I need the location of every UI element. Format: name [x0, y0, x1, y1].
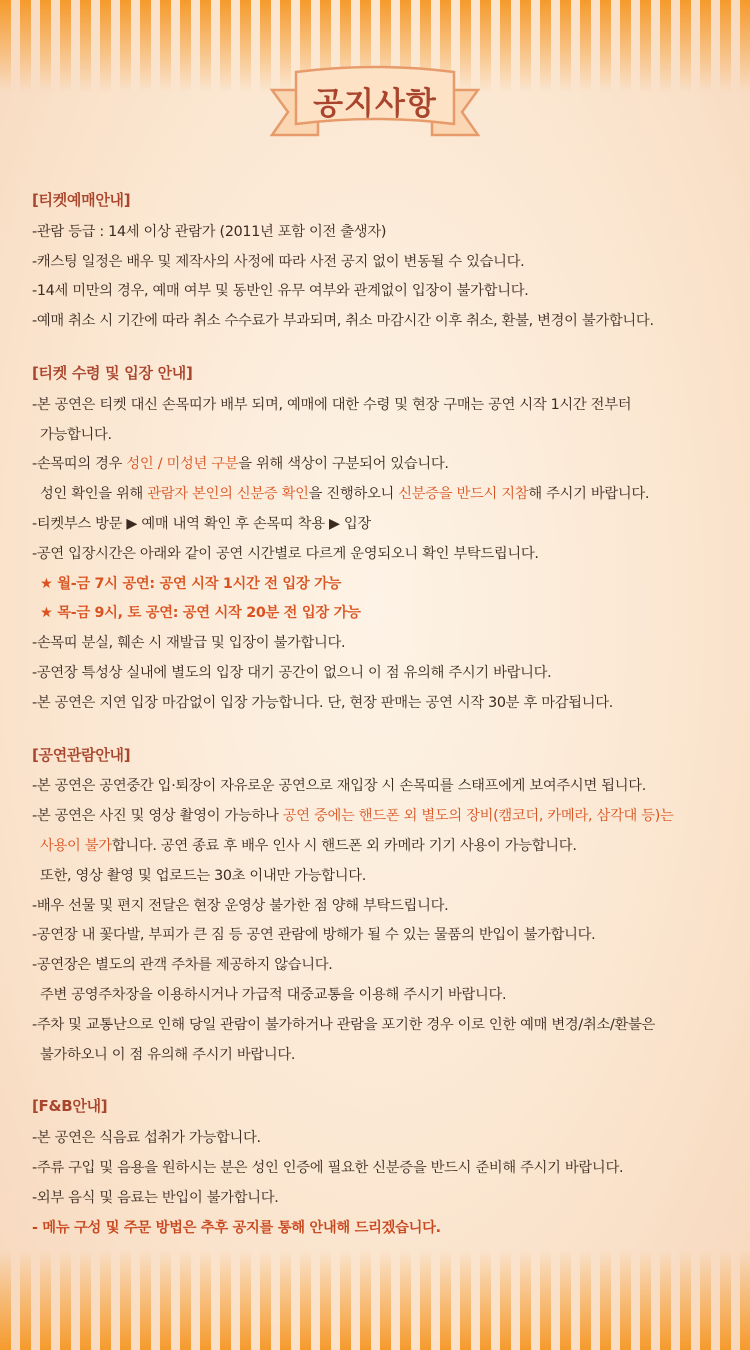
- notice-line: 불가하오니 이 점 유의해 주시기 바랍니다.: [40, 1046, 296, 1063]
- highlight-text: 성인 / 미성년 구분: [126, 456, 239, 473]
- notice-line: [32, 450, 722, 480]
- notice-section: [32, 359, 722, 719]
- line-text: 성인 확인을 위해: [40, 486, 148, 503]
- notice-line: -공연장 특성상 실내에 별도의 입장 대기 공간이 없으니 이 점 유의해 주시기 바랍니다.: [32, 664, 552, 681]
- notice-line: ★ 목-금 9시, 토 공연: 공연 시작 20분 전 입장 가능: [40, 605, 361, 622]
- notice-line: -14세 미만의 경우, 예매 여부 및 동반인 유무 여부와 관계없이 입장이 불가합니다.: [32, 283, 529, 300]
- notice-line: -공연장은 별도의 관객 주차를 제공하지 않습니다.: [32, 957, 333, 974]
- highlight-text: 신분증을 반드시 지참: [398, 486, 529, 503]
- notice-line: [32, 802, 722, 832]
- section-title: [티켓예매안내]: [32, 191, 131, 209]
- notice-line: -공연장 내 꽃다발, 부피가 큰 짐 등 공연 관람에 방해가 될 수 있는 물품의 반입이 불가합니다.: [32, 927, 596, 944]
- notice-line: -관람 등급 : 14세 이상 관람가 (2011년 포함 이전 출생자): [32, 223, 387, 240]
- line-text: 을 위해 색상이 구분되어 있습니다.: [238, 456, 449, 473]
- notice-line: -본 공연은 공연중간 입·퇴장이 자유로운 공연으로 재입장 시 손목띠를 스태프에게 보여주시면 됩니다.: [32, 778, 646, 795]
- notice-line: -배우 선물 및 편지 전달은 현장 운영상 불가한 점 양해 부탁드립니다.: [32, 897, 449, 914]
- notice-section: [32, 1092, 722, 1243]
- notice-line: -캐스팅 일정은 배우 및 제작사의 사정에 따라 사전 공지 없이 변동될 수 있습니다.: [32, 253, 525, 270]
- notice-line: 주변 공영주차장을 이용하시거나 가급적 대중교통을 이용해 주시기 바랍니다.: [40, 986, 507, 1003]
- notice-line: ★ 월-금 7시 공연: 공연 시작 1시간 전 입장 가능: [40, 575, 342, 592]
- highlight-text: 공연 중에는 핸드폰 외 별도의 장비(캠코더, 카메라, 삼각대 등)는: [282, 808, 674, 825]
- notice-line: - 메뉴 구성 및 주문 방법은 추후 공지를 통해 안내해 드리겠습니다.: [32, 1219, 441, 1236]
- section-title: [공연관람안내]: [32, 745, 131, 764]
- line-text: -손목띠의 경우: [32, 456, 127, 473]
- notice-section: [32, 741, 722, 1071]
- highlight-text: 관람자 본인의 신분증 확인: [147, 486, 309, 503]
- notice-section: [32, 186, 722, 337]
- notice-line: -예매 취소 시 기간에 따라 취소 수수료가 부과되며, 취소 마감시간 이후 취소, 환불, 변경이 불가합니다.: [32, 313, 654, 330]
- line-text: 합니다. 공연 종료 후 배우 인사 시 핸드폰 외 카메라 기기 사용이 가능합니다.: [111, 837, 577, 854]
- section-title: [F&B안내]: [32, 1097, 108, 1116]
- notice-line: -주차 및 교통난으로 인해 당일 관람이 불가하거나 관람을 포기한 경우 이로 인한 예매 변경/취소/환불은: [32, 1016, 656, 1033]
- notice-line: -티켓부스 방문 ▶ 예매 내역 확인 후 손목띠 착용 ▶ 입장: [32, 515, 371, 532]
- notice-line: -손목띠 분실, 훼손 시 재발급 및 입장이 불가합니다.: [32, 635, 346, 652]
- highlight-text: 사용이 불가: [40, 837, 112, 854]
- notice-line: -본 공연은 지연 입장 마감없이 입장 가능합니다. 단, 현장 판매는 공연 시작 30분 후 마감됩니다.: [32, 694, 613, 711]
- notice-line: [32, 480, 722, 510]
- notice-line: -공연 입장시간은 아래와 같이 공연 시간별로 다르게 운영되오니 확인 부탁드립니다.: [32, 545, 539, 562]
- notice-line: 가능합니다.: [40, 426, 112, 443]
- line-text: 해 주시기 바랍니다.: [528, 486, 650, 503]
- line-text: 을 진행하오니: [308, 486, 399, 503]
- notice-line: -본 공연은 티켓 대신 손목띠가 배부 되며, 예매에 대한 수령 및 현장 구매는 공연 시작 1시간 전부터: [32, 396, 632, 413]
- notice-line: [32, 832, 722, 862]
- notice-line: -외부 음식 및 음료는 반입이 불가합니다.: [32, 1189, 279, 1206]
- notice-title: 공지사항: [313, 86, 437, 122]
- bottom-stripe-border: [0, 1250, 750, 1350]
- notice-line: -주류 구입 및 음용을 원하시는 분은 성인 인증에 필요한 신분증을 반드시 준비해 주시기 바랍니다.: [32, 1159, 624, 1176]
- notice-content: [32, 186, 722, 1265]
- notice-line: -본 공연은 식음료 섭취가 가능합니다.: [32, 1130, 261, 1147]
- notice-line: 또한, 영상 촬영 및 업로드는 30초 이내만 가능합니다.: [40, 867, 367, 884]
- line-text: -본 공연은 사진 및 영상 촬영이 가능하나: [32, 808, 283, 825]
- section-title: [티켓 수령 및 입장 안내]: [32, 363, 193, 382]
